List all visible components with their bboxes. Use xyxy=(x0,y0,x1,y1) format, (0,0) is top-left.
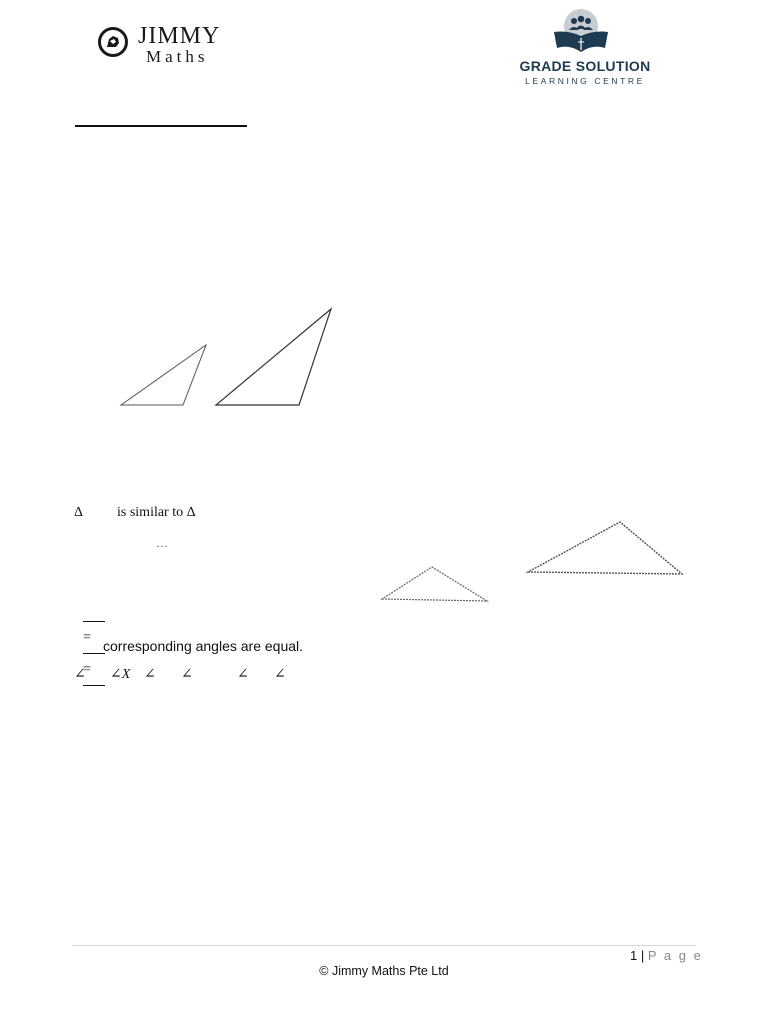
ratio-equals-2: = xyxy=(83,662,91,677)
angles-statement: corresponding angles are equal. xyxy=(103,638,304,654)
ratio-bar-2 xyxy=(83,653,105,654)
page-separator: | xyxy=(640,948,645,963)
page-number xyxy=(630,948,703,963)
ratio-bar-3 xyxy=(83,685,105,686)
ratio-equals-1: = xyxy=(83,630,91,645)
jimmy-maths-logo xyxy=(96,24,236,70)
brand-name: JIMMY xyxy=(138,23,221,49)
angle-symbol-1: ∠ xyxy=(74,667,86,682)
title-underline xyxy=(75,125,247,127)
angle-symbol-4: ∠ xyxy=(237,667,249,682)
page-number-value: 1 xyxy=(630,948,638,963)
open-book-people-icon xyxy=(548,8,614,58)
similarity-statement: is similar to Δ xyxy=(117,505,196,520)
triangle-symbol: Δ xyxy=(74,505,84,520)
copyright: © Jimmy Maths Pte Ltd xyxy=(319,964,449,978)
small-triangle-2 xyxy=(382,567,487,601)
large-triangle xyxy=(216,309,331,405)
ellipsis: … xyxy=(156,536,168,550)
small-triangle xyxy=(121,345,206,405)
partner-tagline: LEARNING CENTRE xyxy=(525,76,645,86)
second-triangles-figure xyxy=(376,515,688,610)
grade-solution-logo xyxy=(512,6,658,86)
large-triangle-2 xyxy=(528,522,682,574)
similar-triangles-figure xyxy=(110,300,350,415)
footer-rule xyxy=(72,945,696,946)
angle-symbol-5: ∠ xyxy=(274,667,286,682)
brand-sub: Maths xyxy=(146,47,209,66)
partner-name: GRADE SOLUTION xyxy=(519,58,651,74)
angle-x: ∠X xyxy=(110,667,131,682)
page-label: P a g e xyxy=(647,948,703,963)
angle-symbol-2: ∠ xyxy=(144,667,156,682)
lion-emblem-icon xyxy=(98,27,128,57)
ratio-bar-1 xyxy=(83,621,105,622)
angle-symbol-3: ∠ xyxy=(181,667,193,682)
